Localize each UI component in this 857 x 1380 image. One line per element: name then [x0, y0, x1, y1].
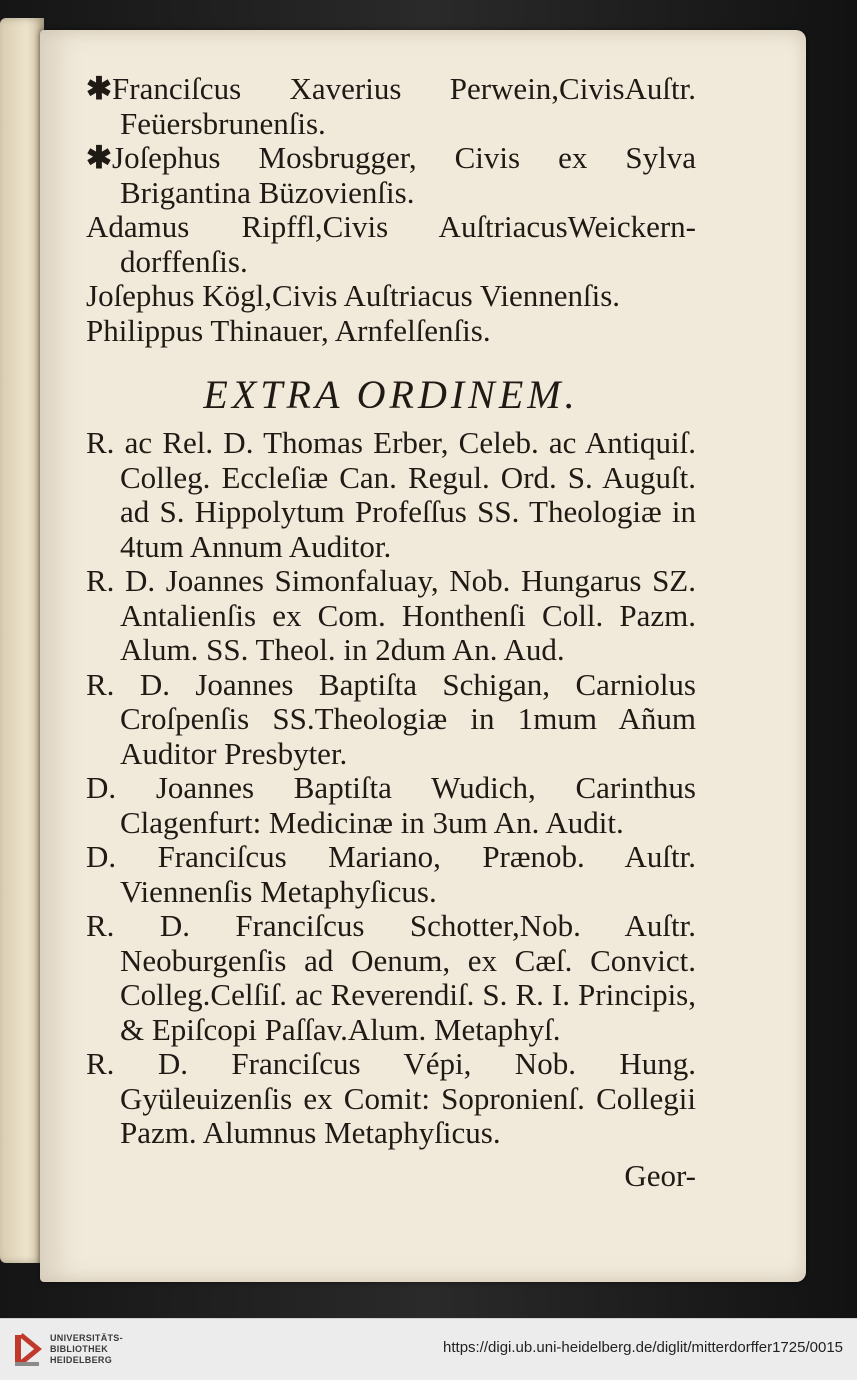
entry: [86, 314, 696, 349]
entry: [86, 771, 696, 840]
page-text: [86, 72, 696, 1193]
viewer-footer: [0, 1318, 857, 1380]
section-heading: EXTRA ORDINEM.: [203, 372, 579, 417]
entry-text: D. Joannes Baptiſta Wudich, Carinthus Clagenfurt: Medicinæ in 3um An. Audit.: [86, 770, 696, 840]
entry: [86, 279, 696, 314]
entry-text: Philippus Thinauer, Arnfelſenſis.: [86, 312, 491, 348]
book-back-page: [0, 18, 44, 1263]
entry-text: R. D. Franciſcus Schotter,Nob. Auſtr. Neoburgenſis ad Oenum, ex Cæſ. Convict. Colleg.Celſiſ. ac Reverendiſ. S. R. I. Principis, & Epiſcopi Paſſav.Alum. Metaphyſ.: [86, 908, 696, 1047]
entry-text: Adamus Ripffl,Civis AuſtriacusWeickern-dorffenſis.: [86, 209, 696, 279]
library-name-line: HEIDELBERG: [50, 1355, 113, 1365]
entry-mark: ✱: [86, 71, 112, 106]
permalink-url[interactable]: https://digi.ub.uni-heidelberg.de/diglit/mitterdorffer1725/0015: [443, 1339, 843, 1356]
library-name-line: UNIVERSITÄTS-: [50, 1333, 123, 1343]
entry-mark: ✱: [86, 140, 112, 175]
entry-text: R. D. Joannes Simonfaluay, Nob. Hungarus SZ. Antalienſis ex Com. Honthenſi Coll. Pazm. Alum. SS. Theol. in 2dum An. Aud.: [86, 563, 696, 667]
entry-text: Joſephus Mosbrugger, Civis ex Sylva Brigantina Büzovienſis.: [112, 140, 696, 210]
entry: [86, 909, 696, 1047]
library-name-line: BIBLIOTHEK: [50, 1344, 108, 1354]
entry-text: D. Franciſcus Mariano, Prænob. Auſtr. Viennenſis Metaphyſicus.: [86, 839, 696, 909]
entry: [86, 564, 696, 668]
entry: [86, 840, 696, 909]
entry-text: Joſephus Kögl,Civis Auſtriacus Viennenſis.: [86, 278, 621, 313]
heidelberg-library-logo-icon[interactable]: [12, 1329, 44, 1369]
entry: [86, 141, 696, 210]
entry-text: R. D. Joannes Baptiſta Schigan, Carniolus Croſpenſis SS.Theologiæ in 1mum Añum Auditor Presbyter.: [86, 666, 696, 771]
entry: [86, 72, 696, 141]
entry: [86, 1047, 696, 1151]
entry: [86, 426, 696, 564]
entry-text: Franciſcus Xaverius Perwein,CivisAuſtr. Feüersbrunenſis.: [112, 71, 696, 141]
entry-text: R. D. Franciſcus Vépi, Nob. Hung. Gyüleuizenſis ex Comit: Sopronienſ. Collegii Pazm. Alumnus Metaphyſicus.: [86, 1046, 696, 1150]
entry-text: R. ac Rel. D. Thomas Erber, Celeb. ac Antiquiſ. Colleg. Eccleſiæ Can. Regul. Ord. S. Auguſt. ad S. Hippolytum Profeſſus SS. Theologiæ in 4tum Annum Auditor.: [86, 425, 696, 564]
library-name: [50, 1333, 140, 1366]
catchword: Geor-: [624, 1157, 696, 1193]
entry: [86, 668, 696, 772]
entry: [86, 210, 696, 279]
